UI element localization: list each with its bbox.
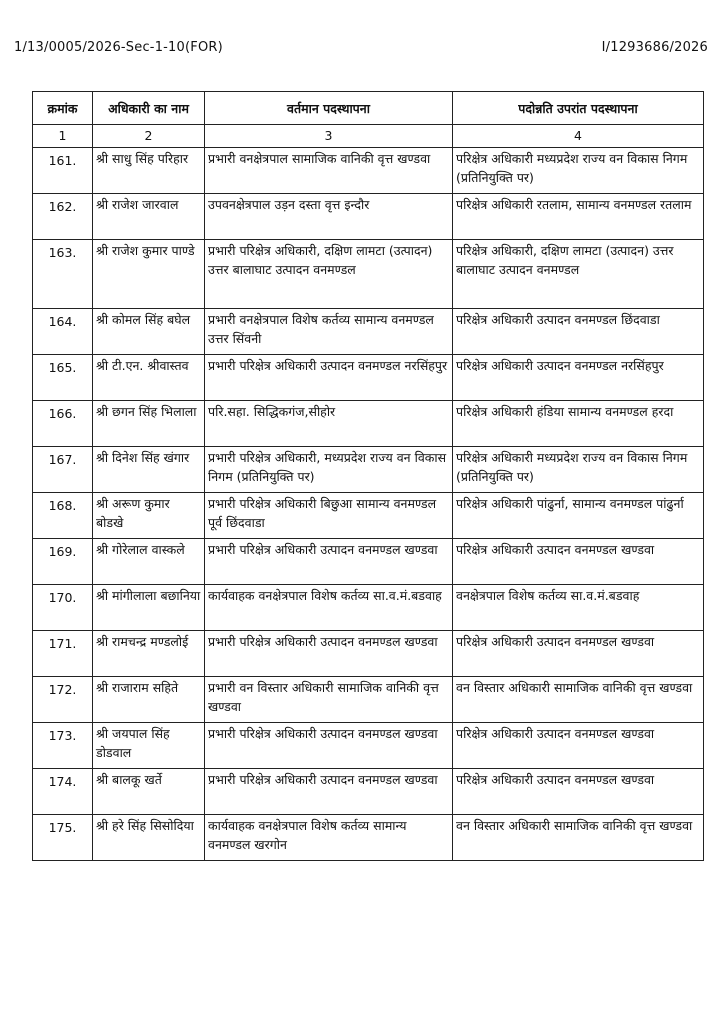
serial-number-cell: 173. [33, 723, 93, 769]
post-promotion-posting-cell: परिक्षेत्र अधिकारी उत्पादन वनमण्डल खण्डवा [453, 769, 704, 815]
table-row [33, 240, 704, 309]
officer-name-cell: श्री कोमल सिंह बघेल [93, 309, 205, 355]
serial-number-cell: 163. [33, 240, 93, 309]
table-row [33, 148, 704, 194]
post-promotion-posting-cell: परिक्षेत्र अधिकारी उत्पादन वनमण्डल छिंदवाडा [453, 309, 704, 355]
serial-number-cell: 174. [33, 769, 93, 815]
current-posting-cell: प्रभारी वन विस्तार अधिकारी सामाजिक वानिकी वृत्त खण्डवा [205, 677, 453, 723]
post-promotion-posting-cell: परिक्षेत्र अधिकारी उत्पादन वनमण्डल नरसिंहपुर [453, 355, 704, 401]
column-number: 3 [205, 125, 453, 148]
post-promotion-posting-cell: परिक्षेत्र अधिकारी मध्यप्रदेश राज्य वन विकास निगम (प्रतिनियुक्ति पर) [453, 148, 704, 194]
table-row [33, 355, 704, 401]
serial-number-cell: 170. [33, 585, 93, 631]
current-posting-cell: प्रभारी परिक्षेत्र अधिकारी, दक्षिण लामटा (उत्पादन) उत्तर बालाघाट उत्पादन वनमण्डल [205, 240, 453, 309]
current-posting-cell: प्रभारी परिक्षेत्र अधिकारी उत्पादन वनमण्डल नरसिंहपुर [205, 355, 453, 401]
current-posting-cell: परि.सहा. सिद्धिकगंज,सीहोर [205, 401, 453, 447]
column-header-serial: क्रमांक [33, 92, 93, 125]
serial-number-cell: 169. [33, 539, 93, 585]
current-posting-cell: कार्यवाहक वनक्षेत्रपाल विशेष कर्तव्य सा.व.मं.बडवाह [205, 585, 453, 631]
table-header-row [33, 92, 704, 125]
post-promotion-posting-cell: परिक्षेत्र अधिकारी, दक्षिण लामटा (उत्पादन) उत्तर बालाघाट उत्पादन वनमण्डल [453, 240, 704, 309]
officer-name-cell: श्री हरे सिंह सिसोदिया [93, 815, 205, 861]
column-number-row [33, 125, 704, 148]
serial-number-cell: 175. [33, 815, 93, 861]
post-promotion-posting-cell: परिक्षेत्र अधिकारी पांढुर्ना, सामान्य वनमण्डल पांढुर्ना [453, 493, 704, 539]
post-promotion-posting-cell: वनक्षेत्रपाल विशेष कर्तव्य सा.व.मं.बडवाह [453, 585, 704, 631]
document-reference-right: I/1293686/2026 [601, 40, 708, 55]
table-row [33, 309, 704, 355]
column-number: 2 [93, 125, 205, 148]
serial-number-cell: 171. [33, 631, 93, 677]
serial-number-cell: 167. [33, 447, 93, 493]
post-promotion-posting-cell: परिक्षेत्र अधिकारी हंडिया सामान्य वनमण्डल हरदा [453, 401, 704, 447]
document-reference-left: 1/13/0005/2026-Sec-1-10(FOR) [14, 40, 223, 55]
current-posting-cell: प्रभारी परिक्षेत्र अधिकारी उत्पादन वनमण्डल खण्डवा [205, 723, 453, 769]
serial-number-cell: 168. [33, 493, 93, 539]
current-posting-cell: प्रभारी परिक्षेत्र अधिकारी उत्पादन वनमण्डल खण्डवा [205, 769, 453, 815]
officer-name-cell: श्री जयपाल सिंह डोडवाल [93, 723, 205, 769]
officer-name-cell: श्री गोरेलाल वास्कले [93, 539, 205, 585]
column-number: 1 [33, 125, 93, 148]
serial-number-cell: 164. [33, 309, 93, 355]
officer-name-cell: श्री रामचन्द्र मण्डलोई [93, 631, 205, 677]
post-promotion-posting-cell: वन विस्तार अधिकारी सामाजिक वानिकी वृत्त खण्डवा [453, 677, 704, 723]
table-row [33, 815, 704, 861]
table-row [33, 677, 704, 723]
officer-name-cell: श्री साधु सिंह परिहार [93, 148, 205, 194]
current-posting-cell: प्रभारी परिक्षेत्र अधिकारी बिछुआ सामान्य वनमण्डल पूर्व छिंदवाडा [205, 493, 453, 539]
post-promotion-posting-cell: परिक्षेत्र अधिकारी उत्पादन वनमण्डल खण्डवा [453, 539, 704, 585]
officer-name-cell: श्री मांगीलाला बछानिया [93, 585, 205, 631]
column-number: 4 [453, 125, 704, 148]
table-row [33, 194, 704, 240]
officer-name-cell: श्री राजाराम सहिते [93, 677, 205, 723]
current-posting-cell: उपवनक्षेत्रपाल उड़न दस्ता वृत्त इन्दौर [205, 194, 453, 240]
table-row [33, 539, 704, 585]
post-promotion-posting-cell: वन विस्तार अधिकारी सामाजिक वानिकी वृत्त खण्डवा [453, 815, 704, 861]
officer-name-cell: श्री अरूण कुमार बोडखे [93, 493, 205, 539]
serial-number-cell: 172. [33, 677, 93, 723]
current-posting-cell: प्रभारी वनक्षेत्रपाल विशेष कर्तव्य सामान्य वनमण्डल उत्तर सिंवनी [205, 309, 453, 355]
officer-name-cell: श्री टी.एन. श्रीवास्तव [93, 355, 205, 401]
officer-name-cell: श्री बालकू खर्ते [93, 769, 205, 815]
officer-name-cell: श्री राजेश जारवाल [93, 194, 205, 240]
table-row [33, 401, 704, 447]
column-header-post-promotion-posting: पदोन्नति उपरांत पदस्थापना [453, 92, 704, 125]
officer-name-cell: श्री दिनेश सिंह खंगार [93, 447, 205, 493]
table-row [33, 769, 704, 815]
serial-number-cell: 162. [33, 194, 93, 240]
table-row [33, 585, 704, 631]
post-promotion-posting-cell: परिक्षेत्र अधिकारी उत्पादन वनमण्डल खण्डवा [453, 631, 704, 677]
serial-number-cell: 165. [33, 355, 93, 401]
current-posting-cell: प्रभारी वनक्षेत्रपाल सामाजिक वानिकी वृत्त खण्डवा [205, 148, 453, 194]
table-row [33, 723, 704, 769]
serial-number-cell: 161. [33, 148, 93, 194]
current-posting-cell: प्रभारी परिक्षेत्र अधिकारी, मध्यप्रदेश राज्य वन विकास निगम (प्रतिनियुक्ति पर) [205, 447, 453, 493]
table-row [33, 631, 704, 677]
column-header-name: अधिकारी का नाम [93, 92, 205, 125]
current-posting-cell: कार्यवाहक वनक्षेत्रपाल विशेष कर्तव्य सामान्य वनमण्डल खरगोन [205, 815, 453, 861]
post-promotion-posting-cell: परिक्षेत्र अधिकारी मध्यप्रदेश राज्य वन विकास निगम (प्रतिनियुक्ति पर) [453, 447, 704, 493]
officer-name-cell: श्री राजेश कुमार पाण्डे [93, 240, 205, 309]
table-row [33, 447, 704, 493]
officer-name-cell: श्री छगन सिंह भिलाला [93, 401, 205, 447]
post-promotion-posting-cell: परिक्षेत्र अधिकारी रतलाम, सामान्य वनमण्डल रतलाम [453, 194, 704, 240]
posting-table [32, 91, 704, 861]
column-header-current-posting: वर्तमान पदस्थापना [205, 92, 453, 125]
post-promotion-posting-cell: परिक्षेत्र अधिकारी उत्पादन वनमण्डल खण्डवा [453, 723, 704, 769]
current-posting-cell: प्रभारी परिक्षेत्र अधिकारी उत्पादन वनमण्डल खण्डवा [205, 539, 453, 585]
serial-number-cell: 166. [33, 401, 93, 447]
table-row [33, 493, 704, 539]
current-posting-cell: प्रभारी परिक्षेत्र अधिकारी उत्पादन वनमण्डल खण्डवा [205, 631, 453, 677]
